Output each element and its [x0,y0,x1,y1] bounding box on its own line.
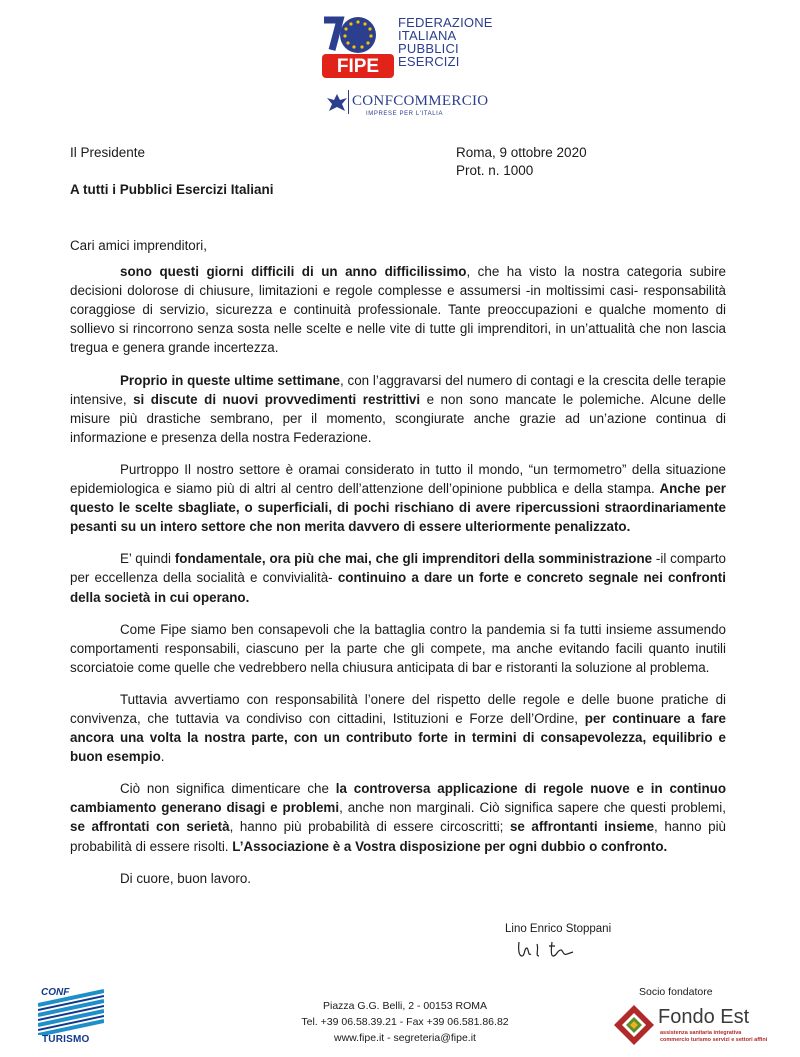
letter-date: Roma, 9 ottobre 2020 [456,145,587,160]
paragraph-2: Proprio in queste ultime settimane, con l’aggravarsi del numero di contagi e la crescita delle terapie intensive, si discute di nuovi provvedimenti restrittivi e non sono mancate le polemiche. Alcune delle misure più drastiche sembrano, per il momento, scongiurate anche grazie ad un’azione continua di informazione e presenza della nostra Federazione. [70,372,726,445]
fipe-logo [318,10,493,120]
paragraph-1: sono questi giorni difficili di un anno difficilissimo, che ha visto la nostra categoria subire decisioni dolorose di chiusure, limitazioni e regole complesse e assumersi -in moltissimi casi- responsabilità coraggiose di servizio, sicurezza e continuità professionale. Tante preoccupazioni e qualche momento di sollievo si rincorrono senza sosta nelle scelte e nelle vite di tutte gli imprenditori, in un’attualità che non lascia tregua e genera grande incertezza. [70,264,726,356]
fipe-emblem [318,10,398,88]
federation-line-2: ITALIANA [398,28,457,43]
fondo-est-emblem-icon [613,1004,655,1046]
turismo-label: TURISMO [42,1034,90,1045]
paragraph-7: Ciò non significa dimenticare che la controversa applicazione di regole nuove e in continuo cambiamento generano disagi e problemi, anche non marginali. Ciò significa sapere che questi problemi, se affrontati con serietà, hanno più probabilità di essere circoscritti; se affrontanti insieme, hanno più probabilità di essere risolti. L’Associazione è a Vostra disposizione per ogni dubbio o confronto. [70,781,726,854]
protocol-number: Prot. n. 1000 [456,163,534,178]
footer-address [280,998,530,1046]
fipe-wordmark: FIPE [336,56,380,77]
paragraph-4: E’ quindi fondamentale, ora più che mai, che gli imprenditori della somministrazione -il comparto per eccellenza della socialità e convivialità- continuino a dare un forte e concreto segnale nei confronti della società in cui operano. [70,551,726,605]
signatory-name: Lino Enrico Stoppani [505,923,612,935]
letter-body [70,236,726,901]
paragraph-3: Purtroppo Il nostro settore è oramai considerato in tutto il mondo, “un termometro” della situazione epidemiologica e siamo più di altri al centro dell’attenzione dell’opinione pubblica e della stampa. Anche per questo le scelte sbagliate, o superficiali, di pochi rischiano di avere ripercussioni straordinariamente pesanti su un intero settore che non merita davvero di essere ulteriormente penalizzato. [70,461,727,535]
paragraph-6: Tuttavia avvertiamo con responsabilità l’onere del rispetto delle regole e delle buone pratiche di convivenza, che tuttavia va condiviso con cittadini, Istituzioni e Forze dell’Ordine, per continuare a fare ancora una volta la nostra parte, con un contributo forte in termini di consapevolezza, equilibrio e buon esempio. [70,691,726,765]
confcommercio-tagline: IMPRESE PER L'ITALIA [366,111,444,117]
phone-line: Tel. +39 06.58.39.21 - Fax +39 06.581.86.82 [301,1016,509,1028]
fondo-est-name: Fondo Est [658,1006,750,1028]
closing: Di cuore, buon lavoro. [120,870,252,886]
sender-title: Il Presidente [70,145,146,160]
signature-icon [515,938,595,962]
federation-line-3: PUBBLICI [398,41,459,56]
conf-label: CONF [41,987,70,998]
paragraph-5: Come Fipe siamo ben consapevoli che la battaglia contro la pandemia si fa tutti insieme assumendo comportamenti responsabili, ciascuno per la parte che gli compete, ma anche evitando facili quanto inutili scorciatoie come quelle che vedrebbero nella chiusura anticipata di bar e ristoranti la soluzione al problema. [70,621,726,675]
federation-line-4: ESERCIZI [398,54,460,69]
confcommercio-name: CONFCOMMERCIO [352,93,489,109]
recipient: A tutti i Pubblici Esercizi Italiani [70,182,274,197]
socio-fondatore-label: Socio fondatore [639,986,713,998]
confturismo-logo [38,985,104,1051]
address-line: Piazza G.G. Belli, 2 - 00153 ROMA [323,1000,487,1012]
confcommercio-eagle-icon [326,92,348,114]
web-line: www.fipe.it - segreteria@fipe.it [334,1032,476,1044]
salutation: Cari amici imprenditori, [70,238,207,253]
federation-line-1: FEDERAZIONE [398,15,493,30]
fondo-est-subtitle: assistenza sanitaria integrativa commercio turismo servizi e settori affini [660,1030,768,1043]
